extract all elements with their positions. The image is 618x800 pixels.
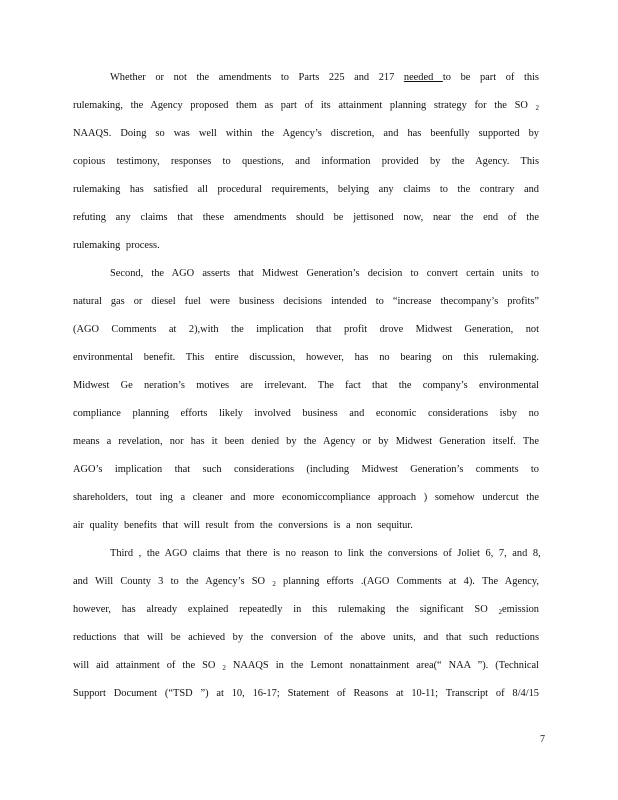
text-segment: air quality benefits that will result from the conversions is a non sequitur. — [73, 520, 413, 531]
text-line — [73, 463, 539, 477]
text-segment: (AGO Comments at 2),with the implication that profit drove Midwest Generation, not — [73, 324, 539, 335]
text-line — [110, 547, 539, 561]
subscript: 2 — [272, 580, 276, 588]
text-segment: will aid attainment of the SO — [73, 660, 223, 671]
text-line — [73, 99, 539, 113]
text-line — [110, 71, 539, 85]
text-segment: and Will County 3 to the Agency’s SO — [73, 576, 273, 587]
text-line — [73, 183, 539, 197]
page-number: 7 — [540, 734, 545, 745]
text-segment: shareholders, tout ing a cleaner and more economiccompliance approach ) somehow undercut the — [73, 492, 539, 503]
text-line — [73, 435, 539, 449]
text-line — [110, 267, 539, 281]
text-segment: compliance planning efforts likely involved business and economic considerations isby no — [73, 408, 539, 419]
text-line — [73, 351, 539, 365]
text-line — [73, 379, 539, 393]
text-segment: copious testimony, responses to questions, and information provided by the Agency. This — [73, 156, 539, 167]
text-line — [73, 127, 539, 141]
text-segment: emission — [502, 604, 539, 615]
text-segment: rulemaking has satisfied all procedural requirements, belying any claims to the contrary and — [73, 184, 539, 195]
underlined-text: needed — [403, 72, 443, 83]
text-segment: however, has already explained repeatedly in this rulemaking the significant SO — [73, 604, 499, 615]
text-segment: Support Document (“TSD ”) at 10, 16-17; Statement of Reasons at 10-11; Transcript of 8/4/15 — [73, 688, 539, 699]
text-segment: planning efforts .(AGO Comments at 4). The Agency, — [275, 576, 539, 587]
text-line — [73, 491, 539, 505]
text-segment: Third , the AGO claims that there is no reason to link the conversions of Joliet 6, 7, and 8, — [110, 548, 541, 559]
subscript: 2 — [535, 104, 539, 112]
text-line — [73, 407, 539, 421]
text-segment: means a revelation, nor has it been denied by the Agency or by Midwest Generation itself. The — [73, 436, 539, 447]
text-line — [73, 659, 539, 673]
subscript: 2 — [498, 608, 503, 616]
text-segment: NAAQS. Doing so was well within the Agency’s discretion, and has beenfully supported by — [73, 128, 539, 139]
text-segment: reductions that will be achieved by the conversion of the above units, and that such reductions — [73, 632, 539, 643]
text-segment: AGO’s implication that such considerations (including Midwest Generation’s comments to — [73, 464, 539, 475]
text-line — [73, 631, 539, 645]
text-segment: natural gas or diesel fuel were business decisions intended to “increase thecompany’s profits” — [73, 296, 539, 307]
text-line — [73, 575, 539, 589]
text-segment: Midwest Ge neration’s motives are irrelevant. The fact that the company’s environmental — [73, 380, 539, 391]
text-line — [73, 323, 539, 337]
text-line — [73, 295, 539, 309]
text-segment: environmental benefit. This entire discussion, however, has no bearing on this rulemaking. — [73, 352, 539, 363]
text-segment: rulemaking, the Agency proposed them as part of its attainment planning strategy for the SO — [73, 100, 536, 111]
text-line — [73, 239, 539, 253]
text-line — [73, 687, 539, 701]
text-segment: to be part of this — [442, 72, 539, 83]
text-segment: Whether or not the amendments to Parts 225 and 217 — [110, 72, 404, 83]
subscript: 2 — [222, 664, 226, 672]
text-line — [73, 603, 539, 617]
text-line — [73, 155, 539, 169]
text-line — [73, 211, 539, 225]
text-line — [73, 519, 539, 533]
text-segment: NAAQS in the Lemont nonattainment area(“ NAA ”). (Technical — [225, 660, 539, 671]
text-segment: rulemaking process. — [73, 240, 160, 251]
text-segment: Second, the AGO asserts that Midwest Generation’s decision to convert certain units to — [110, 268, 539, 279]
text-segment: refuting any claims that these amendments should be jettisoned now, near the end of the — [73, 212, 539, 223]
